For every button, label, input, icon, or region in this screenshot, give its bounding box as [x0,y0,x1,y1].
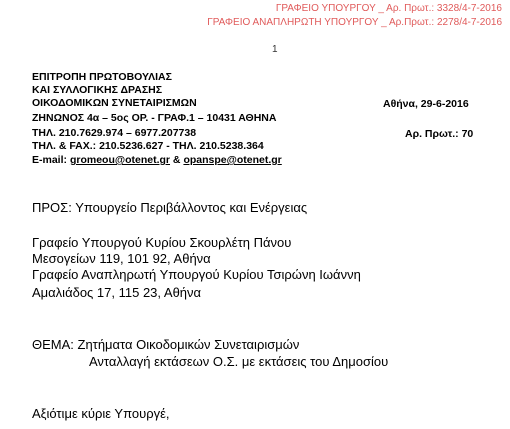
addressee-heading: ΠΡΟΣ: Υπουργείο Περιβάλλοντος και Ενέργειας [32,200,308,215]
subject-line-1: ΘΕΜΑ: Ζητήματα Οικοδομικών Συνεταιρισμών [32,337,300,352]
letter-date: Αθήνα, 29-6-2016 [383,98,469,110]
letter-protocol-number: Αρ. Πρωτ.: 70 [405,128,474,140]
protocol-stamp-minister: ΓΡΑΦΕΙΟ ΥΠΟΥΡΓΟΥ _ Αρ. Πρωτ.: 3328/4-7-2016 [275,3,502,14]
recipient-line-3: Γραφείο Αναπληρωτή Υπουργού Κυρίου Τσιρώνη Ιωάννη [32,267,361,282]
sender-line-3: ΟΙΚΟΔΟΜΙΚΩΝ ΣΥΝΕΤΑΙΡΙΣΜΩΝ [32,97,197,109]
recipient-line-2: Μεσογείων 119, 101 92, Αθήνα [32,251,211,266]
sender-email [32,154,282,167]
subject-line-2: Ανταλλαγή εκτάσεων Ο.Σ. με εκτάσεις του Δημοσίου [89,354,389,369]
sender-phone: ΤΗΛ. 210.7629.974 – 6977.207738 [32,127,197,139]
email-label: E-mail: [32,154,70,166]
email-link-2[interactable]: opanspe@otenet.gr [183,154,282,166]
recipient-line-4: Αμαλιάδος 17, 115 23, Αθήνα [32,285,202,300]
email-separator: & [170,154,184,166]
sender-fax: ΤΗΛ. & FAX.: 210.5236.627 - ΤΗΛ. 210.5238.364 [32,140,264,152]
sender-line-2: ΚΑΙ ΣΥΛΛΟΓΙΚΗΣ ΔΡΑΣΗΣ [32,84,163,96]
email-link-1[interactable]: gromeou@otenet.gr [69,154,171,166]
protocol-stamp-deputy-minister: ΓΡΑΦΕΙΟ ΑΝΑΠΛΗΡΩΤΗ ΥΠΟΥΡΓΟΥ _ Αρ.Πρωτ.: 2278/4-7-2016 [207,17,502,28]
greeting: Αξιότιμε κύριε Υπουργέ, [32,406,170,421]
recipient-line-1: Γραφείο Υπουργού Κυρίου Σκουρλέτη Πάνου [32,235,292,250]
page-number: 1 [272,44,278,55]
sender-address: ΖΗΝΩΝΟΣ 4α – 5ος ΟΡ. - ΓΡΑΦ.1 – 10431 ΑΘΗΝΑ [32,112,277,124]
sender-line-1: ΕΠΙΤΡΟΠΗ ΠΡΩΤΟΒΟΥΛΙΑΣ [32,71,172,83]
